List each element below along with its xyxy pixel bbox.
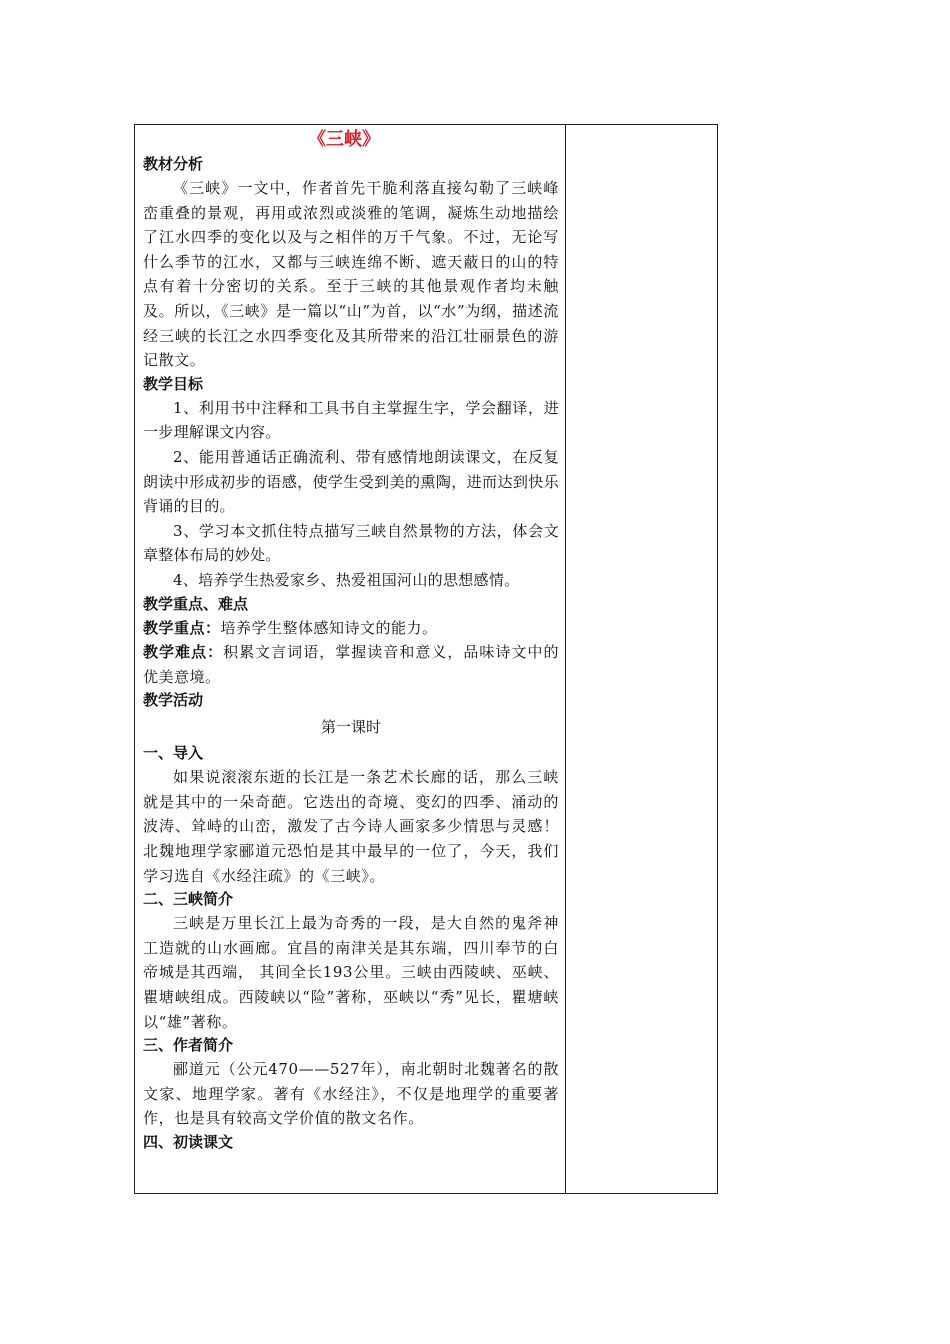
notes-column: [566, 125, 717, 1193]
lesson-plan-table: [134, 124, 718, 1194]
document-title: 《三峡》: [308, 129, 380, 150]
activities-heading: 教学活动: [143, 691, 204, 710]
focus-line: [143, 616, 559, 641]
keypoints-heading: 教学重点、难点: [143, 594, 249, 613]
gorges-heading: 二、三峡简介: [143, 890, 234, 909]
goal-item-3: 3、学习本文抓住特点描写三峡自然景物的方法，体会文章整体布局的妙处。: [143, 521, 559, 565]
difficulty-label: 教学难点：: [143, 643, 224, 662]
goals-heading: 教学目标: [143, 374, 204, 393]
difficulty-line: [143, 640, 559, 689]
focus-label: 教学重点：: [143, 618, 221, 637]
intro-heading: 一、导入: [143, 744, 204, 763]
focus-text: 培养学生整体感知诗文的能力。: [220, 618, 438, 637]
gorges-paragraph: 三峡是万里长江上最为奇秀的一段，是大自然的鬼斧神工造就的山水画廊。宜昌的南津关是其东端，四川奉节的白帝城是其西端， 其间全长193公里。三峡由西陵峡、巫峡、 瞿塘峡组成。西陵峡以“险”著称，巫峡以“秀”见长，瞿塘峡以“雄”著称。: [143, 914, 559, 1031]
content-column: [135, 125, 566, 1193]
goal-item-4: 4、培养学生热爱家乡、热爱祖国河山的思想感情。: [173, 570, 520, 589]
analysis-heading: 教材分析: [143, 155, 204, 173]
author-heading: 三、作者简介: [143, 1036, 234, 1055]
intro-paragraph: 如果说滚滚东逝的长江是一条艺术长廊的话，那么三峡就是其中的一朵奇葩。它迭出的奇境、变幻的四季、涌动的波涛、耸峙的山峦，激发了古今诗人画家多少情思与灵感！北魏地理学家郦道元恐怕是其中最早的一位了，今天，我们学习选自《水经注疏》的《三峡》。: [143, 768, 559, 885]
goal-item-1: 1、利用书中注释和工具书自主掌握生字，学会翻译，进一步理解课文内容。: [143, 398, 559, 442]
goal-item-2: 2、能用普通话正确流利、带有感情地朗读课文，在反复朗读中形成初步的语感，使学生受到美的熏陶，进而达到快乐背诵的目的。: [143, 447, 559, 516]
analysis-paragraph: 《三峡》一文中，作者首先干脆利落直接勾勒了三峡峰峦重叠的景观，再用或浓烈或淡雅的笔调，凝炼生动地描绘了江水四季的变化以及与之相伴的万千气象。不过，无论写什么季节的江水，又都与三峡连绵不断、遮天蔽日的山的特点有着十分密切的关系。至于三峡的其他景观作者均未触及。所以，《三峡》是一篇以“山”为首，以“水”为纲，描述流经三峡的长江之水四季变化及其所带来的沿江壮丽景色的游记散文。: [143, 179, 559, 370]
difficulty-text: 积累文言词语，掌握读音和意义，品味诗文中的优美意境。: [143, 643, 559, 686]
lesson-label: 第一课时: [320, 718, 381, 737]
author-paragraph: 郦道元（公元470——527年），南北朝时北魏著名的散文家、地理学家。著有《水经注》，不仅是地理学的重要著作，也是具有较高文学价值的散文名作。: [143, 1060, 559, 1128]
reading-heading: 四、初读课文: [143, 1133, 234, 1151]
